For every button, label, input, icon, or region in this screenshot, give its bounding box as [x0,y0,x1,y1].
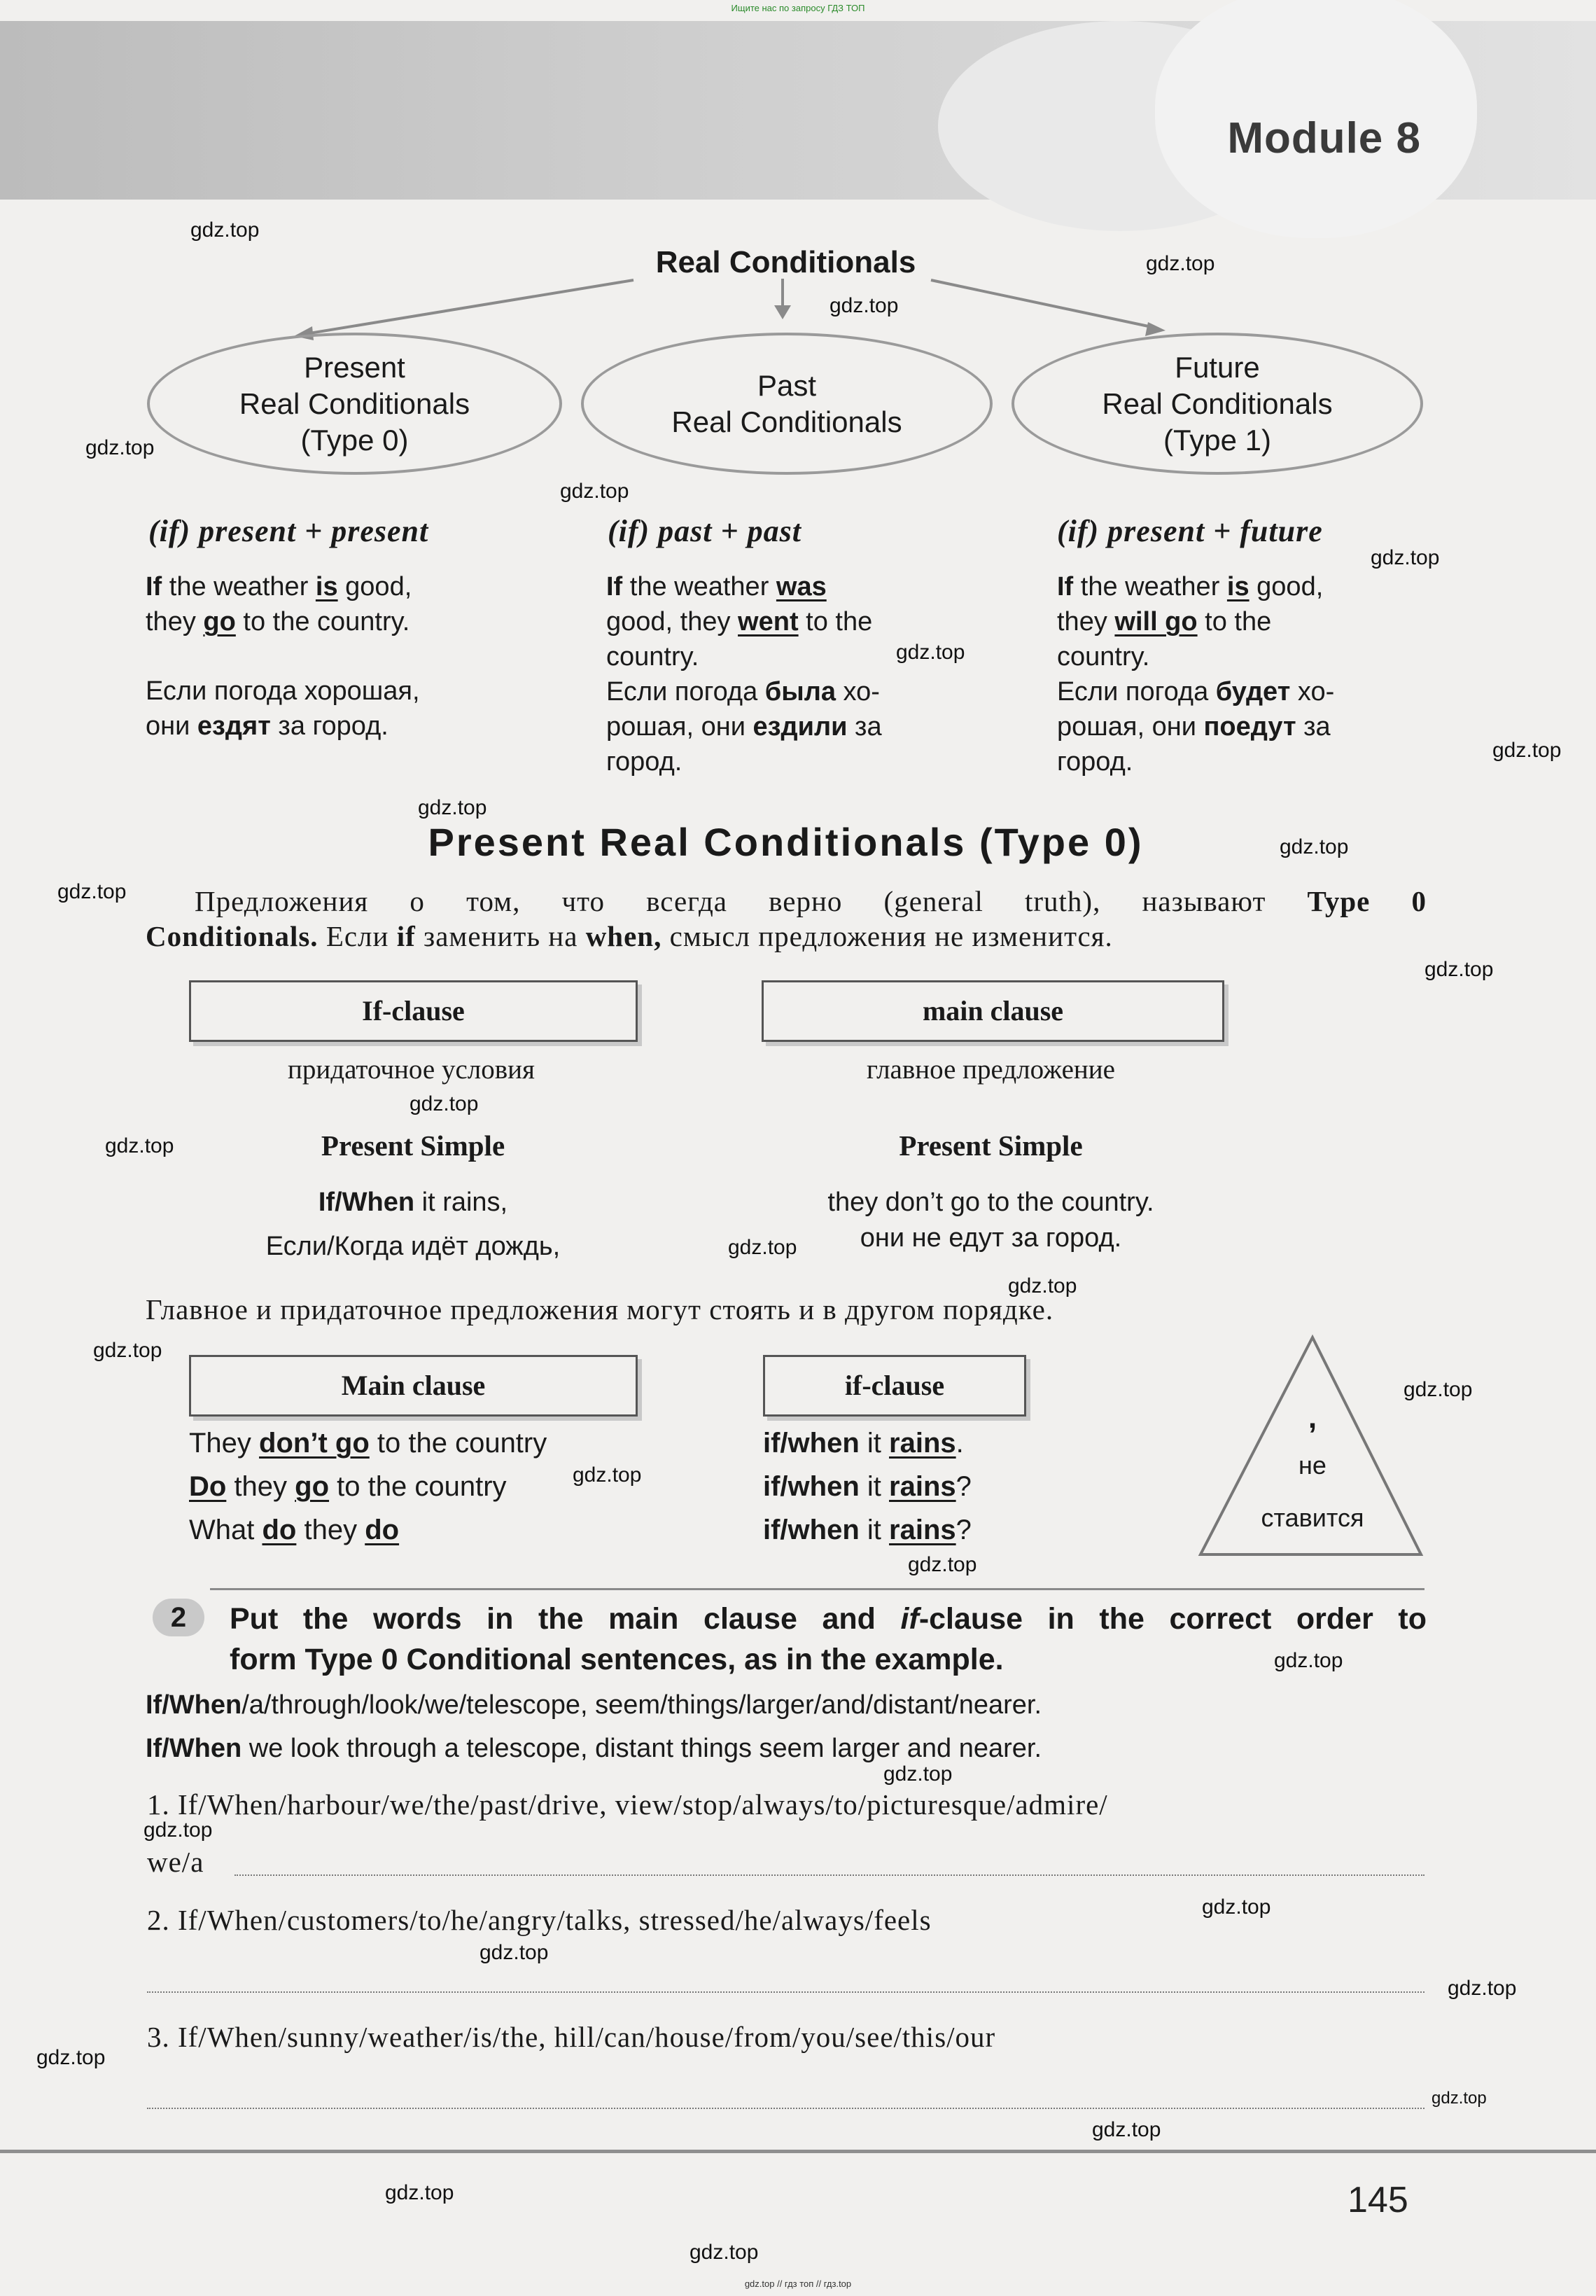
tense-main: Present Simple [899,1129,1083,1162]
watermark: gdz.top [1371,546,1440,569]
example-past-en: If the weather was good, they went to the country. Если погода была хо- рошая, они ездили за город. [606,572,882,777]
main-clause-examples: They don’t go to the country Do they go to the country What do they do [189,1428,547,1545]
example-if-ru: Если/Когда идёт дождь, [265,1232,561,1261]
divider [210,1588,1424,1590]
example-type1-en: If the weather is good, they will go to the country. Если погода будет хо- рошая, они поедут за город. [1057,572,1335,777]
watermark: gdz.top [190,218,260,242]
watermark: gdz.top [1424,958,1494,981]
example-main-en: they don’t go to the country. [827,1188,1154,1217]
watermark: gdz.top [105,1134,174,1157]
intro-paragraph: Предложения о том, что всегда верно (general truth), называют Type 0 Conditionals. Если if заменить на when, смысл предложения не изменится. [146,885,1427,952]
exercise-number: 2 [153,1599,204,1636]
tense-if: Present Simple [321,1129,505,1162]
watermark: gdz.top [57,880,127,903]
triangle-text-stavitsya: ставится [1261,1503,1364,1532]
watermark: gdz.top [479,1941,549,1964]
watermark: gdz.top [883,1762,953,1786]
ellipse-future: Future Real Conditionals (Type 1) [1011,333,1423,475]
exercise-item-3: 3. If/When/sunny/weather/is/the, hill/can/house/from/you/see/this/our [147,2021,996,2053]
exercise-item-2: 2. If/When/customers/to/he/angry/talks, stressed/he/always/feels [147,1904,932,1936]
main-clause-ru-label: главное предложение [867,1055,1115,1085]
if-clause-box: If-clause [189,980,638,1042]
triangle-text-ne: не [1298,1451,1326,1480]
triangle-comma: , [1308,1400,1317,1435]
page-number: 145 [1348,2180,1408,2220]
main-clause-box-2: Main clause [189,1355,638,1417]
watermark: gdz.top [144,1818,213,1842]
module-label: Module 8 [1227,114,1421,162]
main-clause-box: main clause [762,980,1224,1042]
watermark: gdz.top [385,2181,454,2204]
ellipse-past: Past Real Conditionals [581,333,993,475]
watermark: gdz.top [1448,1977,1517,2000]
if-clause-examples: if/when it rains. if/when it rains? if/when it rains? [763,1428,972,1545]
watermark: gdz.top [1492,739,1562,762]
watermark: gdz.top [85,436,155,459]
watermark: gdz.top [1146,252,1215,275]
answer-line-3[interactable] [147,2106,1424,2109]
example-main-ru: они не едут за город. [860,1223,1122,1253]
diagram-title: Real Conditionals [655,245,916,279]
watermark: gdz.top [728,1236,797,1259]
exercise-example-answer: If/When we look through a telescope, distant things seem larger and nearer. [146,1734,1042,1763]
watermark: gdz.top [1092,2118,1161,2141]
section-title: Present Real Conditionals (Type 0) [428,820,1144,864]
watermark: gdz.top [1404,1378,1473,1401]
exercise-example: If/When/a/through/look/we/telescope, seem/things/larger/and/distant/nearer. [146,1690,1042,1720]
formula-past: (if) past + past [608,514,802,548]
watermark: gdz.top [1432,2089,1487,2108]
watermark: gdz.top [36,2046,106,2069]
if-clause-box-2: if-clause [763,1355,1026,1417]
example-if-en: If/When it rains, [318,1188,508,1217]
watermark: gdz.top [908,1553,977,1576]
exercise-item-1-cont: we/a [147,1846,204,1878]
watermark: gdz.top [690,2241,759,2264]
watermark: gdz.top [560,480,629,503]
answer-line-1[interactable] [234,1873,1424,1876]
example-type0-en: If the weather is good, they go to the country. [146,572,412,636]
watermark: gdz.top [1008,1274,1077,1297]
watermark: gdz.top [830,294,899,317]
watermark: gdz.top [896,641,965,664]
watermark: gdz.top [1280,835,1349,858]
watermark: gdz.top [1274,1649,1343,1672]
example-type0-ru: Если погода хорошая, они ездят за город. [146,676,420,741]
footer-rule [0,2150,1596,2153]
footer-note: gdz.top // гдз топ // гдз.top [744,2278,852,2289]
watermark: gdz.top [1202,1895,1271,1919]
ellipse-present: Present Real Conditionals (Type 0) [147,333,562,475]
site-note: Ищите нас по запросу ГДЗ ТОП [731,3,865,13]
watermark: gdz.top [93,1339,162,1362]
order-note: Главное и придаточное предложения могут стоять и в другом порядке. [146,1293,1054,1326]
formula-type0: (if) present + present [148,514,429,548]
if-clause-ru-label: придаточное условия [288,1055,535,1085]
watermark: gdz.top [410,1092,479,1115]
answer-line-2[interactable] [147,1990,1424,1993]
exercise-item-1: 1. If/When/harbour/we/the/past/drive, view/stop/always/to/picturesque/admire/ [147,1788,1108,1821]
exercise-instruction: Put the words in the main clause and if-clause in the correct order to form Type 0 Conditional sentences, as in the example. [230,1602,1427,1676]
diagram-arrows [0,0,1596,364]
watermark: gdz.top [418,796,487,819]
formula-type1: (if) present + future [1057,514,1323,548]
watermark: gdz.top [573,1463,642,1487]
